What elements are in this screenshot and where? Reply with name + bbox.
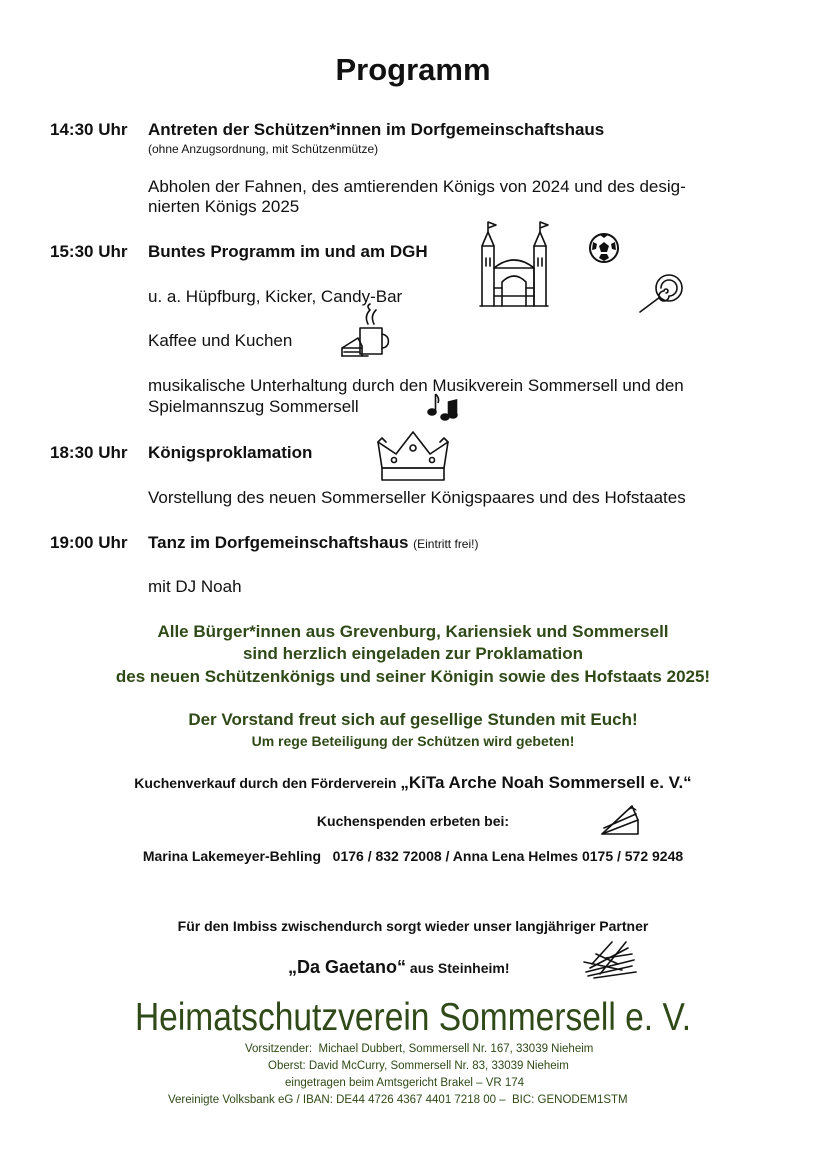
food-partner: „Da Gaetano“ aus Steinheim! bbox=[288, 957, 510, 977]
event-time: 18:30 Uhr bbox=[50, 443, 128, 462]
event-desc: Vorstellung des neuen Sommerseller Königspaares und des Hofstaates bbox=[148, 488, 686, 507]
event-desc: Spielmannszug Sommersell bbox=[148, 397, 359, 416]
event-desc: Kaffee und Kuchen bbox=[148, 331, 293, 350]
footer-line: Vorsitzender: Michael Dubbert, Sommersell Nr. 167, 33039 Nieheim bbox=[245, 1043, 594, 1055]
event-time: 19:00 Uhr bbox=[50, 533, 128, 552]
org-name: Heimatschutzverein Sommersell e. V. bbox=[134, 996, 692, 1039]
footer-line: Oberst: David McCurry, Sommersell Nr. 83, 33039 Nieheim bbox=[268, 1060, 569, 1072]
event-note: (Eintritt frei!) bbox=[413, 537, 479, 551]
cake-contacts: Marina Lakemeyer-Behling 0176 / 832 72008 / Anna Lena Helmes 0175 / 572 9248 bbox=[142, 848, 684, 864]
cake-slice-icon bbox=[598, 800, 642, 840]
fries-icon bbox=[582, 938, 638, 980]
event-title: Buntes Programm im und am DGH bbox=[148, 242, 428, 261]
event-time: 15:30 Uhr bbox=[50, 242, 128, 261]
invite-line: Alle Bürger*innen aus Grevenburg, Kariensiek und Sommersell bbox=[157, 622, 669, 641]
cake-sale-name: „KiTa Arche Noah Sommersell e. V.“ bbox=[400, 773, 692, 792]
coffee-cake-icon bbox=[338, 304, 392, 358]
food-partner-name: „Da Gaetano“ bbox=[288, 957, 407, 977]
music-notes-icon bbox=[426, 390, 458, 422]
event-desc: nierten Königs 2025 bbox=[148, 197, 300, 216]
event-note: (ohne Anzugsordnung, mit Schützenmütze) bbox=[148, 142, 379, 156]
event-desc: mit DJ Noah bbox=[148, 577, 242, 596]
lollipop-icon bbox=[636, 272, 686, 314]
invite-line: Der Vorstand freut sich auf gesellige Stunden mit Euch! bbox=[188, 710, 638, 729]
event-title: Königsproklamation bbox=[148, 443, 313, 462]
invite-line: Um rege Beteiligung der Schützen wird gebeten! bbox=[251, 733, 575, 749]
footer-line: Vereinigte Volksbank eG / IBAN: DE44 4726 4367 4401 7218 00 – BIC: GENODEM1STM bbox=[168, 1094, 628, 1106]
event-desc: musikalische Unterhaltung durch den Musikverein Sommersell und den bbox=[148, 376, 684, 395]
event-title: Antreten der Schützen*innen im Dorfgemeinschaftshaus bbox=[148, 120, 605, 139]
cake-donations: Kuchenspenden erbeten bei: bbox=[316, 813, 510, 829]
page-title: Programm bbox=[335, 52, 491, 87]
footer-line: eingetragen beim Amtsgericht Brakel – VR 174 bbox=[285, 1077, 525, 1089]
invite-line: des neuen Schützenkönigs und seiner Königin sowie des Hofstaats 2025! bbox=[115, 667, 711, 686]
invite-line: sind herzlich eingeladen zur Proklamation bbox=[242, 644, 584, 663]
event-time: 14:30 Uhr bbox=[50, 120, 128, 139]
soccer-ball-icon bbox=[588, 232, 620, 264]
crown-icon bbox=[376, 428, 450, 484]
cake-sale: Kuchenverkauf durch den Förderverein „KiTa Arche Noah Sommersell e. V.“ bbox=[134, 773, 692, 792]
event-desc: u. a. Hüpfburg, Kicker, Candy-Bar bbox=[148, 287, 403, 306]
food-line: Für den Imbiss zwischendurch sorgt wieder unser langjähriger Partner bbox=[177, 918, 649, 934]
event-title: Tanz im Dorfgemeinschaftshaus (Eintritt frei!) bbox=[148, 533, 479, 552]
bouncy-castle-icon bbox=[476, 218, 552, 310]
event-desc: Abholen der Fahnen, des amtierenden Königs von 2024 und des desig- bbox=[148, 177, 686, 196]
